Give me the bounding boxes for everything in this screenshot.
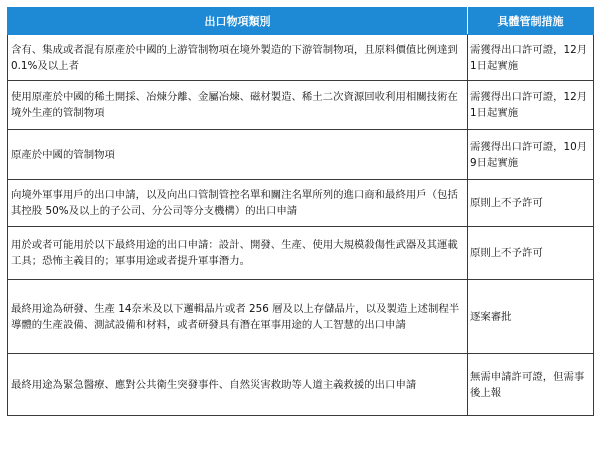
item-category-cell: 用於或者可能用於以下最終用途的出口申請：設計、開發、生產、使用大規模殺傷性武器及其運載工具；恐怖主義目的；軍事用途或者提升軍事潛力。 [8,227,468,280]
control-measure-cell: 需獲得出口許可證，12月1日起實施 [468,35,594,81]
item-category-cell: 原產於中國的管制物項 [8,130,468,180]
item-category-cell: 最終用途為研發、生產 14奈米及以下邏輯晶片或者 256 層及以上存儲晶片，以及製造上述制程半導體的生產設備、測試設備和材料，或者研發具有潛在軍事用途的人工智慧的出口申請 [8,280,468,354]
table-header-row [8,8,594,35]
table-row [8,180,594,227]
export-control-table [7,7,594,416]
table-row [8,35,594,81]
item-category-cell: 含有、集成或者混有原產於中國的上游管制物項在境外製造的下游管制物項，且原料價值比例達到0.1%及以上者 [8,35,468,81]
table-row [8,130,594,180]
item-category-cell: 最終用途為緊急醫療、應對公共衛生突發事件、自然災害救助等人道主義救援的出口申請 [8,354,468,416]
table-row [8,280,594,354]
control-measure-cell: 原則上不予許可 [468,180,594,227]
control-measure-cell: 需獲得出口許可證，10月9日起實施 [468,130,594,180]
control-measure-cell: 需獲得出口許可證，12月1日起實施 [468,81,594,130]
item-category-cell: 向境外軍事用戶的出口申請，以及向出口管制管控名單和關注名單所列的進口商和最終用戶（包括其控股 50%及以上的子公司、分公司等分支機構）的出口申請 [8,180,468,227]
table-row [8,354,594,416]
header-item-category: 出口物項類別 [8,8,468,35]
table-row [8,227,594,280]
table-row [8,81,594,130]
header-control-measure: 具體管制措施 [468,8,594,35]
export-control-table-container [7,7,593,416]
item-category-cell: 使用原產於中國的稀土開採、冶煉分離、金屬冶煉、磁材製造、稀土二次資源回收利用相關技術在境外生產的管制物項 [8,81,468,130]
control-measure-cell: 原則上不予許可 [468,227,594,280]
control-measure-cell: 無需申請許可證，但需事後上報 [468,354,594,416]
control-measure-cell: 逐案審批 [468,280,594,354]
